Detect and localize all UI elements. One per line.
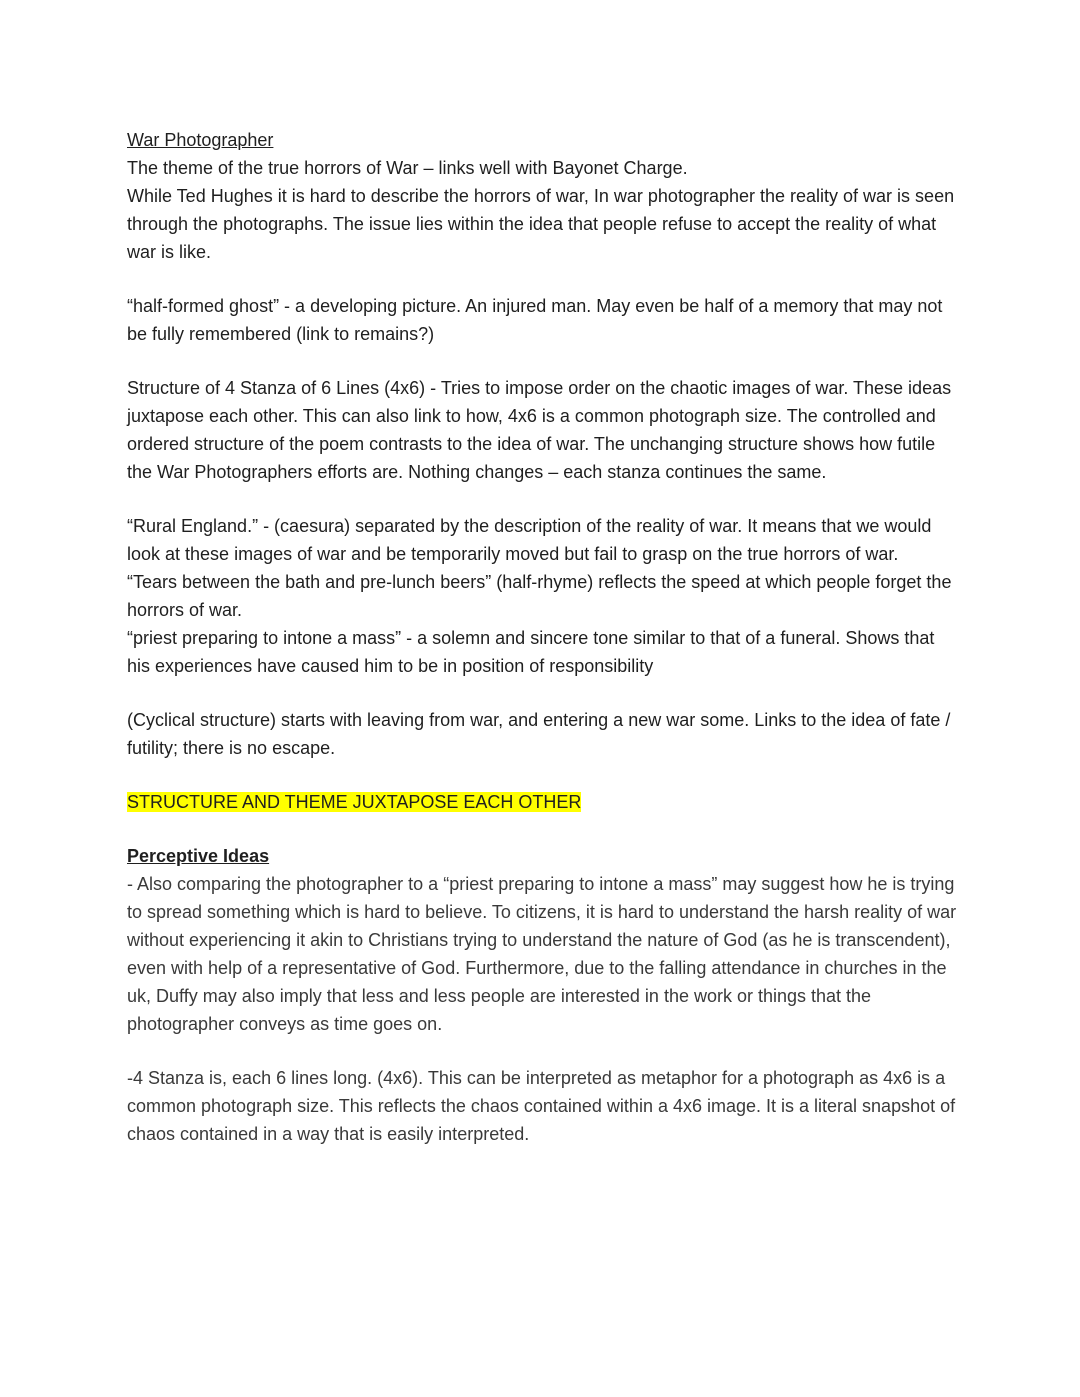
intro-paragraph: While Ted Hughes it is hard to describe the horrors of war, In war photographer the reality of war is seen through the photographs. The issue lies within the idea that people refuse to accept the reality of what war is like. [127, 186, 955, 262]
spacer [127, 486, 957, 512]
perceptive-paragraph-1: - Also comparing the photographer to a “priest preparing to intone a mass” may suggest how he is trying to spread something which is hard to believe. To citizens, it is hard to understand the harsh reality of war without experiencing it akin to Christians trying to understand the nature of God (as he is transcendent), even with help of a representative of God. Furthermore, due to the falling attendance in churches in the uk, Duffy may also imply that less and less people are interested in the work or things that the photographer conveys as time goes on. [127, 874, 957, 1034]
spacer [127, 680, 957, 706]
spacer [127, 266, 957, 292]
highlighted-line [127, 788, 957, 816]
perceptive-ideas-heading: Perceptive Ideas [127, 846, 270, 866]
document-title: War Photographer [127, 130, 274, 150]
quote-tears: “Tears between the bath and pre-lunch beers” (half-rhyme) reflects the speed at which people forget the horrors of war. [127, 572, 952, 620]
cyclical-paragraph: (Cyclical structure) starts with leaving from war, and entering a new war some. Links to the idea of fate / futility; there is no escape. [127, 710, 951, 758]
intro-line: The theme of the true horrors of War – links well with Bayonet Charge. [127, 158, 688, 178]
perceptive-paragraph-2: -4 Stanza is, each 6 lines long. (4x6). This can be interpreted as metaphor for a photograph as 4x6 is a common photograph size. This reflects the chaos contained within a 4x6 image. It is a literal snapshot of chaos contained in a way that is easily interpreted. [127, 1068, 956, 1144]
quote-priest: “priest preparing to intone a mass” - a solemn and sincere tone similar to that of a funeral. Shows that his experiences have caused him to be in position of responsibility [127, 628, 935, 676]
spacer [127, 816, 957, 842]
spacer [127, 762, 957, 788]
document-page [127, 126, 957, 1148]
structure-paragraph: Structure of 4 Stanza of 6 Lines (4x6) - Tries to impose order on the chaotic images of war. These ideas juxtapose each other. This can also link to how, 4x6 is a common photograph size. The controlled and ordered structure of the poem contrasts to the idea of war. The unchanging structure shows how futile the War Photographers efforts are. Nothing changes – each stanza continues the same. [127, 378, 952, 482]
ghost-paragraph: “half-formed ghost” - a developing picture. An injured man. May even be half of a memory that may not be fully remembered (link to remains?) [127, 296, 943, 344]
highlighted-text: STRUCTURE AND THEME JUXTAPOSE EACH OTHER [127, 792, 582, 812]
spacer [127, 1038, 957, 1064]
spacer [127, 348, 957, 374]
quote-rural-england: “Rural England.” - (caesura) separated by the description of the reality of war. It means that we would look at these images of war and be temporarily moved but fail to grasp on the true horrors of war. [127, 516, 932, 564]
